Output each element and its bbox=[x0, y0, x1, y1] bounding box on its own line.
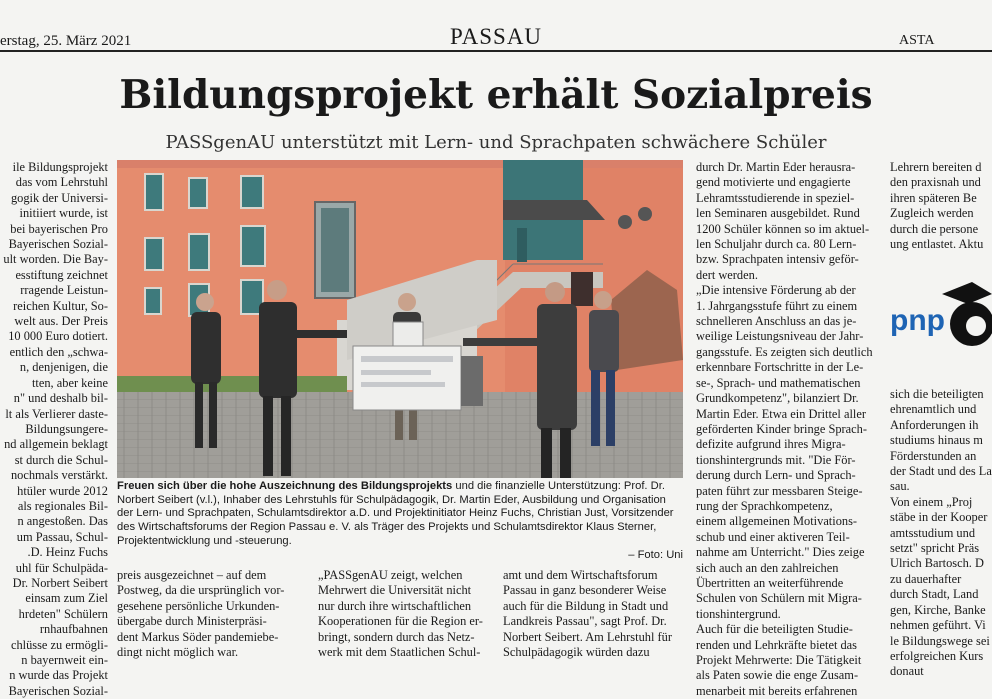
article-headline: Bildungsprojekt erhält Sozialpreis bbox=[119, 72, 873, 118]
issue-date: erstag, 25. März 2021 bbox=[0, 33, 132, 49]
graduation-cap-icon bbox=[890, 272, 992, 352]
section-title: PASSAU bbox=[449, 24, 543, 49]
pnp-logo bbox=[890, 272, 992, 352]
bottom-column-3-text: amt und dem Wirtschaftsforum Passau in ganz besonderer Weise auch für die Bildung in Stadt und Landkreis Passau", sagt Prof. Dr. Norbert Seibert. Am Lehrstuhl für Schulpädagogik würden dazu bbox=[503, 568, 672, 660]
header-rule bbox=[0, 50, 992, 52]
photo-credit: – Foto: Uni bbox=[628, 548, 683, 561]
award-photo-illustration bbox=[117, 160, 683, 478]
article-photo bbox=[117, 160, 683, 478]
logo-text: pnp bbox=[890, 304, 945, 337]
bottom-column-1-text: preis ausgezeichnet – auf dem Postweg, da die ursprünglich vor- gesehene persönliche Urkunden- übergabe durch Ministerpräsi- dent Markus Söder pandemiebe- dingt nicht möglich war. bbox=[117, 568, 285, 660]
photo-caption bbox=[117, 480, 683, 562]
edge-column-top-text: Lehrern bereiten d den praxisnah und ihren späteren Be Zugleich werden durch die persone ung entlastet. Aktu bbox=[890, 160, 984, 252]
page-corner-label: ASTA bbox=[899, 33, 935, 48]
edge-column-bottom-text: sich die beteiligten ehrenamtlich und Anforderungen ih studiums hinaus m Förderstunden an der Stadt und des La sau. Von einem „Proj stäbe in der Kooper amtsstudium und setzt" spricht Präs Ulrich Bartosch. D zu dauerhafter durch Stadt, Land gen, Kirche, Banke nehmen geführt. Vi le Bildungswege sei erfolgreichen Kurs donaut bbox=[890, 387, 992, 679]
left-column-text: ile Bildungsprojekt das vom Lehrstuhl gogik der Universi- initiiert wurde, ist bei bayerischen Pro Bayerischen Sozial- ult worden. Die Bay- esstiftung zeichnet rragende Leistun- reichen Kultur, So- welt aus. Der Preis 10 000 Euro dotiert. entlich den „schwa- n, denjenigen, die tten, aber keine n" und deshalb bil- lt als Verlierer daste- Bildungsungere- nd allgemein beklagt st durch die Schul- nochmals verstärkt. htüler wurde 2012 als regionales Bil- n angestoßen. Das um Passau, Schul- .D. Heinz Fuchs uhl für Schulpäda- Dr. Norbert Seibert einsam zum Ziel hrdeten" Schülern rnhaufbahnen chlüsse zu ermögli- n bayernweit ein- n wurde das Projekt Bayerischen Sozial- bbox=[3, 160, 108, 698]
caption-lead: Freuen sich über die hohe Auszeichnung des Bildungsprojekts bbox=[117, 480, 453, 492]
column-right-text: durch Dr. Martin Eder herausra- gend motivierte und engagierte Lehramtsstudierende in speziel- len Seminaren ausgebildet. Rund 1200 Schüler können so im aktuel- len Schuljahr durch ca. 80 Lern- bzw. Sprachpaten intensiv geför- dert werden. „Die intensive Förderung ab der 1. Jahrgangsstufe führt zu einem schnelleren Anschluss an das je- weilige Leistungsniveau der Jahr- gangsstufe. Es zeigten sich deutlich erkennbare Fortschritte in der Le- se-, Sprach- und mathematischen Grundkompetenz", bilanziert Dr. Martin Eder. Etwa ein Drittel aller geförderten Kinder bringe Sprach- defizite aufgrund ihres Migra- tionshintergrunds mit. "Die För- derung durch Lern- und Sprach- paten führt zur messbaren Steige- rung der Sprachkompetenz, einem allgemeinen Motivations- schub und einer aktiveren Teil- nahme am Unterricht." Dies zeige sich auch an den zahlreichen Übertritten an weiterführende Schulen von Schülern mit Migra- tionshintergrund. Auch für die beteiligten Studie- renden und Lehrkräfte bietet das Projekt Mehrwerte: Die Tätigkeit als Paten sowie die enge Zusam- menarbeit mit bereits erfahrenen bbox=[696, 160, 873, 698]
caption-text: und die finanzielle Unterstützung: Prof. Dr. Norbert Seibert (v.l.), Inhaber des Lehrstuhls für Schulpädagogik, Dr. Martin Eder, Ausbildung und Organisation der Lern- und Sprachpaten, Schulamtsdirektor a.D. und Projektinitiator Heinz Fuchs, Christian Just, Vorsitzender des Wirtschaftsforums der Region Passau e. V. als Träger des Projekts und Schulamtsdirektor Klaus Sterner, Projektentwicklung und -steuerung. bbox=[117, 480, 674, 547]
article-subhead: PASSgenAU unterstützt mit Lern- und Sprachpaten schwächere Schüler bbox=[165, 132, 827, 153]
bottom-column-2-text: „PASSgenAU zeigt, welchen Mehrwert die Universität nicht nur durch ihre wirtschaftlichen Kooperationen für die Region er- bringt, sondern durch das Netz- werk mit dem Staatlichen Schul- bbox=[318, 568, 483, 660]
